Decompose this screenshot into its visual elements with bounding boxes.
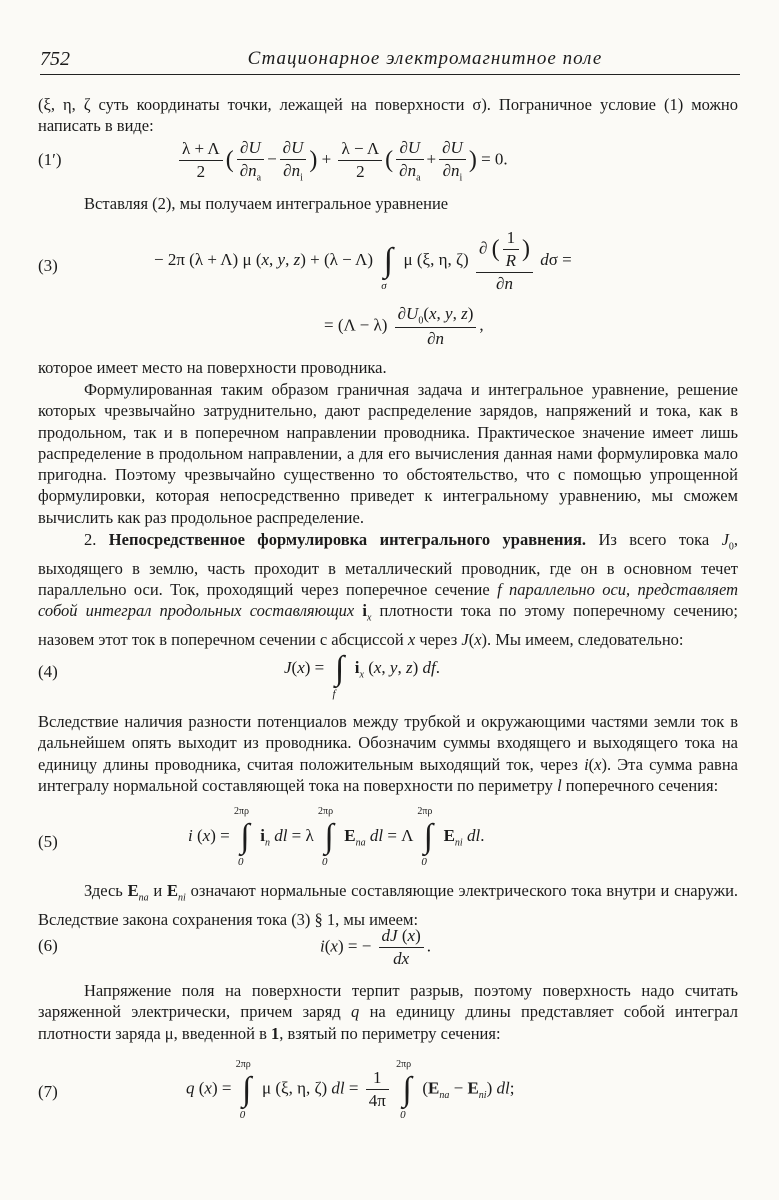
equation-label: (6) [38,936,58,955]
equation-label: (1′) [38,150,62,169]
equation-label: (3) [38,256,58,275]
equation-1-prime [38,138,738,188]
paragraph-1: (ξ, η, ζ суть координаты точки, лежащей на поверхности σ). Пограничное условие (1) можно написать в виде: [38,95,738,136]
page-number: 752 [40,48,70,70]
equation-body: i(x) = − $\frac{dJ (x)}{dx}$ . [320,926,431,968]
equation-label: (4) [38,662,58,681]
equation-body: q (x) = ∫ 2πρ 0 μ (ξ, η, ζ) dl = $\frac{1}{4\pi}$ ∫ 2πρ 0 $(E_{na} - E_{ni})$ dl; [186,1058,515,1121]
equation-line-1: − 2π (λ + Λ) μ (x, y, z) + (λ − Λ) ∫ σ μ (ξ, η, ζ) ∂ ( $\frac{1}{R}$ ) ∂n dσ = [154,228,572,293]
section-number: 2. [84,530,97,549]
equation-7 [38,1058,738,1121]
header-rule [40,74,740,75]
section-heading: Непосредственное формулировка интегрального уравнения. [108,530,587,549]
paragraph-6: Вследствие наличия разности потенциалов между трубкой и окружающими частями земли ток в дальнейшем опять выходит из проводника. Обозначим суммы входящего и выходящего тока на единицу длины проводника, считая положительным выходящий ток, через i(x). Эта сумма равна интегралу нормальной составляющей тока на поверхности по периметру l поперечного сечения: [38,712,738,795]
equation-label: (7) [38,1082,58,1101]
equation-3 [38,222,738,352]
paragraph-7: Здесь $E_{na}$ и $E_{ni}$ означают нормальные составляющие электрического тока внутри и снаружи. Вследствие закона сохранения тока (3) § 1, мы имеем: [38,881,739,929]
equation-6 [38,926,738,970]
paragraph-8: Напряжение поля на поверхности терпит разрыв, поэтому поверхность надо считать заряженной электрически, причем заряд q на единицу длины представляет собой интеграл плотности заряда μ, введенной в 1, взятый по периметру сечения: [38,981,739,1043]
paragraph-4: Формулированная таким образом граничная задача и интегральное уравнение, решение которых чрезвычайно затруднительно, дают распределение зарядов, напряжений и тока, как в продольном, так и в поперечном направлении проводника. Практическое значение имеет лишь распределение в продольном направлении, а для его вычисления данная нами формулировка мало пригодна. Поэтому чрезвычайно существенно то обстоятельство, что с помощью упрощенной формулировки, которая непосредственно приведет к интегральному уравнению, мы сможем вычислить как раз продольное распределение. [38,380,738,527]
equation-4 [38,650,738,706]
equation-label: (5) [38,832,58,851]
equation-body: i (x) = ∫ 2πρ 0 $i_n$ dl = λ ∫ 2πρ 0 $E_{na}$ dl = Λ ∫ 2πρ 0 $E_{ni}$ dl. [188,806,485,868]
running-title: Стационарное электромагнитное поле [247,48,603,69]
paragraph-2: Вставляя (2), мы получаем интегральное уравнение [84,194,449,213]
paragraph-5: 2. Непосредственное формулировка интегрального уравнения. Из всего тока $J_0$, выходящего в землю, часть проходит в металлический проводник, где он в основном течет параллельно оси. Ток, проходящий через поперечное сечение f параллельно оси, представляет собой интеграл продольных составляющих $i_x$ плотности тока по этому поперечному сечению; назовем этот ток в поперечном сечении с абсциссой x через J(x). Мы имеем, следовательно: [38,530,739,649]
equation-5 [38,806,738,868]
equation-line-2: = (Λ − λ) $\frac{\partial U_0(x, y, z)}{\partial n}$ , [324,304,484,349]
equation-body: $\frac{\lambda + \Lambda}{2}$ ( $\frac{\partial U}{\partial n_a}$ − $\frac{\partial U}{\partial n_i}$ ) + $\frac{\lambda - \Lambda}{2}$ ( $\frac{\partial U}{\partial n_a}$ + $\frac{\partial U}{\partial n_i}$ ) = 0. [176,138,508,183]
equation-body: J(x) = ∫ f $i_x$ (x, y, z) df. [284,650,440,700]
page-header [40,46,740,74]
paragraph-3: которое имеет место на поверхности проводника. [38,358,387,377]
